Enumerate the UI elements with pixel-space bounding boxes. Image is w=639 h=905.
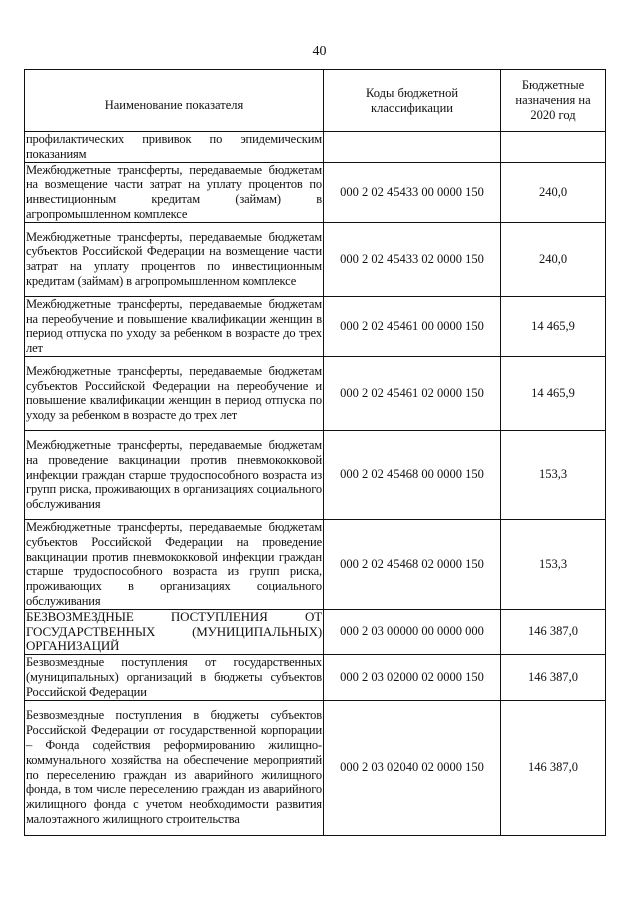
row-name: Межбюджетные трансферты, передаваемые бюджетам субъектов Российской Федерации на переобучение и повышение квалификации женщин в период отпуска по уходу за ребенком в возрасте до трех лет [25,356,324,430]
table-row [25,655,606,700]
table-row [25,222,606,296]
row-amount: 146 387,0 [501,655,606,700]
table-row [25,296,606,356]
row-code: 000 2 03 00000 00 0000 000 [324,609,501,654]
row-code [324,132,501,163]
row-code: 000 2 02 45468 02 0000 150 [324,519,501,609]
table-row [25,519,606,609]
row-name: Безвозмездные поступления от государственных (муниципальных) организаций в бюджеты субъектов Российской Федерации [26,655,322,699]
row-name: БЕЗВОЗМЕЗДНЫЕ ПОСТУПЛЕНИЯ ОТ ГОСУДАРСТВЕННЫХ (МУНИЦИПАЛЬНЫХ) ОРГАНИЗАЦИЙ [26,608,322,654]
row-amount: 146 387,0 [501,609,606,654]
header-budget-amount: Бюджетные назначения на 2020 год [501,70,606,132]
table-row [25,430,606,519]
table-row [25,356,606,430]
row-code: 000 2 03 02000 02 0000 150 [324,655,501,700]
row-amount: 14 465,9 [501,296,606,356]
row-amount: 153,3 [501,519,606,609]
row-code: 000 2 02 45468 00 0000 150 [324,430,501,519]
row-amount [501,132,606,163]
row-code: 000 2 02 45433 00 0000 150 [324,162,501,222]
row-code: 000 2 03 02040 02 0000 150 [324,700,501,835]
row-name: профилактических прививок по эпидемическим показаниям [26,132,322,161]
row-name: Безвозмездные поступления в бюджеты субъектов Российской Федерации от государственной корпорации – Фонда содействия реформированию жилищно-коммунального хозяйства на обеспечение мероприятий по переселению граждан из аварийного жилищного фонда, в том числе переселению граждан из аварийного жилищного фонда с учетом необходимости развития малоэтажного жилищного строительства [25,700,324,835]
table-row [25,132,606,163]
table-row [25,162,606,222]
row-name: Межбюджетные трансферты, передаваемые бюджетам на возмещение части затрат на уплату процентов по инвестиционным кредитам (займам) в агропромышленном комплексе [26,162,322,221]
row-code: 000 2 02 45461 02 0000 150 [324,356,501,430]
table-row [25,700,606,835]
row-amount: 14 465,9 [501,356,606,430]
page-number: 40 [312,44,327,59]
row-name: Межбюджетные трансферты, передаваемые бюджетам субъектов Российской Федерации на возмещение части затрат на уплату процентов по инвестиционным кредитам (займам) в агропромышленном комплексе [25,222,324,296]
table-header-row [25,70,606,132]
row-amount: 146 387,0 [501,700,606,835]
row-code: 000 2 02 45433 02 0000 150 [324,222,501,296]
row-amount: 240,0 [501,162,606,222]
row-name: Межбюджетные трансферты, передаваемые бюджетам на переобучение и повышение квалификации женщин в период отпуска по уходу за ребенком в возрасте до трех лет [26,296,322,356]
table-row [25,609,606,654]
header-indicator-name: Наименование показателя [25,70,324,132]
header-budget-code: Коды бюджетной классификации [324,70,501,132]
budget-table [24,69,606,836]
row-name: Межбюджетные трансферты, передаваемые бюджетам субъектов Российской Федерации на проведение вакцинации против пневмококковой инфекции граждан старше трудоспособного возраста из групп риска, проживающих в организациях социального обслуживания [26,519,322,608]
row-amount: 240,0 [501,222,606,296]
row-name: Межбюджетные трансферты, передаваемые бюджетам на проведение вакцинации против пневмококковой инфекции граждан старше трудоспособного возраста из групп риска, проживающих в организациях социального обслуживания [25,430,324,519]
row-amount: 153,3 [501,430,606,519]
row-code: 000 2 02 45461 00 0000 150 [324,296,501,356]
